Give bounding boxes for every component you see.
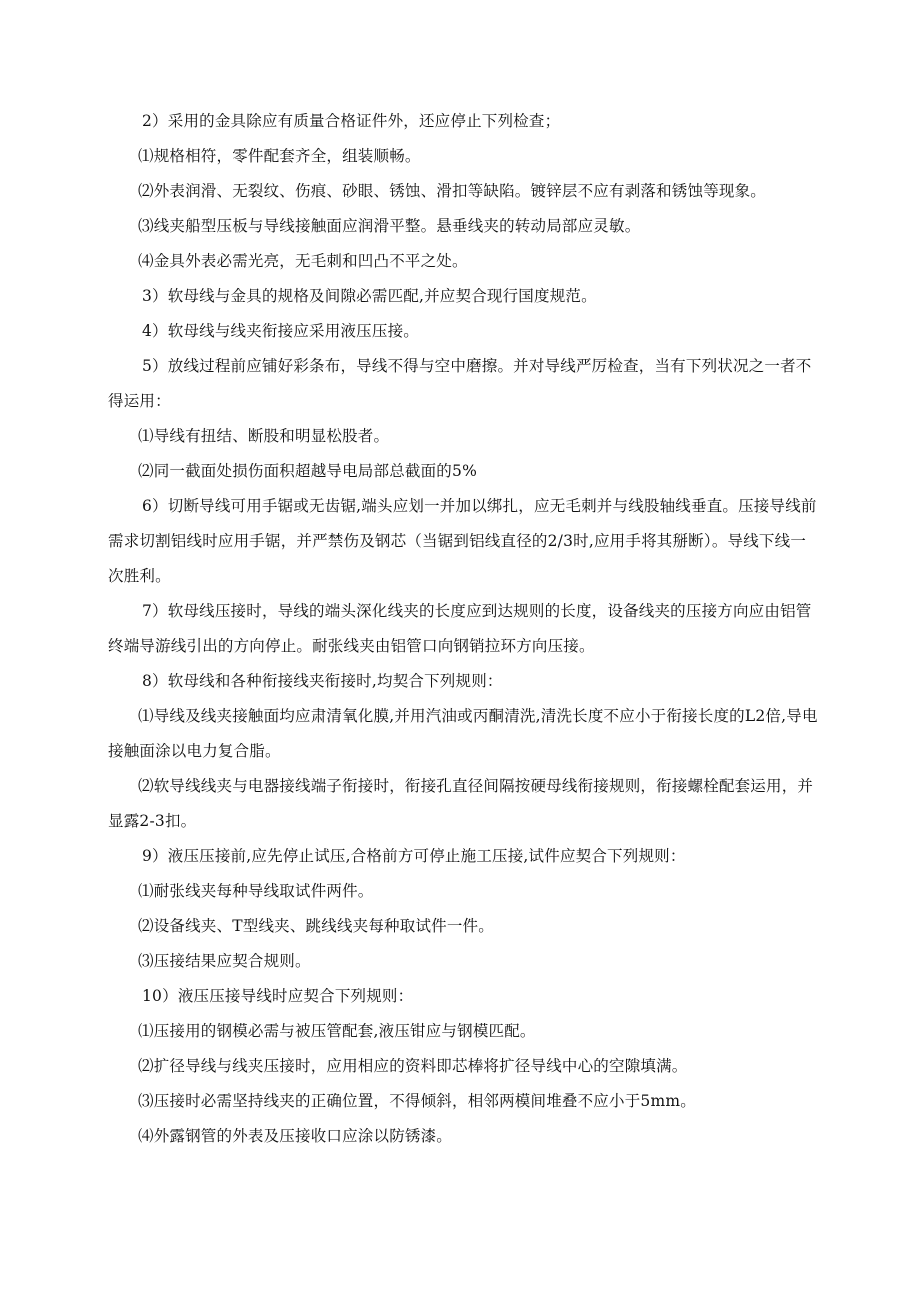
paragraph-item-3: 3）软母线与金具的规格及间隙必需匹配,并应契合现行国度规范。 bbox=[142, 287, 597, 305]
paragraph-item-8: 8）软母线和各种衔接线夹衔接时,均契合下列规则： bbox=[142, 672, 503, 690]
sub-item-2-2: ⑵外表润滑、无裂纹、伤痕、砂眼、锈蚀、滑扣等缺陷。镀锌层不应有剥落和锈蚀等现象。 bbox=[138, 182, 767, 200]
paragraph-item-2: 2）采用的金具除应有质量合格证件外，还应停止下列检查； bbox=[142, 112, 561, 130]
paragraph-item-7: 7）软母线压接时，导线的端头深化线夹的长度应到达规则的长度，设备线夹的压接方向应由铝管终端导游线引出的方向停止。耐张线夹由铝管口向钢销拉环方向压接。 bbox=[108, 602, 812, 655]
sub-item-2-3: ⑶线夹船型压板与导线接触面应润滑平整。悬垂线夹的转动局部应灵敏。 bbox=[138, 217, 641, 235]
sub-item-8-2: ⑵软导线线夹与电器接线端子衔接时，衔接孔直径间隔按硬母线衔接规则，衔接螺栓配套运用，并显露2-3扣。 bbox=[108, 777, 814, 830]
sub-item-9-3: ⑶压接结果应契合规则。 bbox=[138, 952, 311, 970]
sub-item-10-1: ⑴压接用的钢模必需与被压管配套,液压钳应与钢模匹配。 bbox=[138, 1022, 536, 1040]
sub-item-5-2: ⑵同一截面处损伤面积超越导电局部总截面的5% bbox=[138, 462, 477, 480]
sub-item-8-1: ⑴导线及线夹接触面均应肃清氧化膜,并用汽油或丙酮清洗,清洗长度不应小于衔接长度的L2倍,导电接触面涂以电力复合脂。 bbox=[108, 707, 818, 760]
sub-item-10-3: ⑶压接时必需坚持线夹的正确位置，不得倾斜，相邻两模间堆叠不应小于5mm。 bbox=[138, 1092, 696, 1110]
sub-item-9-1: ⑴耐张线夹每种导线取试件两件。 bbox=[138, 882, 374, 900]
sub-item-2-4: ⑷金具外表必需光亮，无毛刺和凹凸不平之处。 bbox=[138, 252, 468, 270]
sub-item-9-2: ⑵设备线夹、T型线夹、跳线线夹每种取试件一件。 bbox=[138, 917, 494, 935]
paragraph-item-10: 10）液压压接导线时应契合下列规则： bbox=[142, 987, 414, 1005]
paragraph-item-6: 6）切断导线可用手锯或无齿锯,端头应划一并加以绑扎，应无毛刺并与线股轴线垂直。压接导线前需求切割铝线时应用手锯，并严禁伤及钢芯（当锯到铝线直径的2/3时,应用手将其掰断）。导线下线一次胜利。 bbox=[108, 497, 817, 585]
sub-item-5-1: ⑴导线有扭结、断股和明显松股者。 bbox=[138, 427, 390, 445]
paragraph-item-4: 4）软母线与线夹衔接应采用液压压接。 bbox=[142, 322, 419, 340]
paragraph-item-5: 5）放线过程前应铺好彩条布，导线不得与空中磨擦。并对导线严厉检查，当有下列状况之一者不得运用： bbox=[108, 357, 812, 410]
sub-item-2-1: ⑴规格相符，零件配套齐全，组装顺畅。 bbox=[138, 147, 421, 165]
paragraph-item-9: 9）液压压接前,应先停止试压,合格前方可停止施工压接,试件应契合下列规则： bbox=[142, 847, 686, 865]
sub-item-10-2: ⑵扩径导线与线夹压接时，应用相应的资料即芯棒将扩径导线中心的空隙填满。 bbox=[138, 1057, 688, 1075]
document-body bbox=[108, 104, 820, 1154]
sub-item-10-4: ⑷外露钢管的外表及压接收口应涂以防锈漆。 bbox=[138, 1127, 453, 1145]
